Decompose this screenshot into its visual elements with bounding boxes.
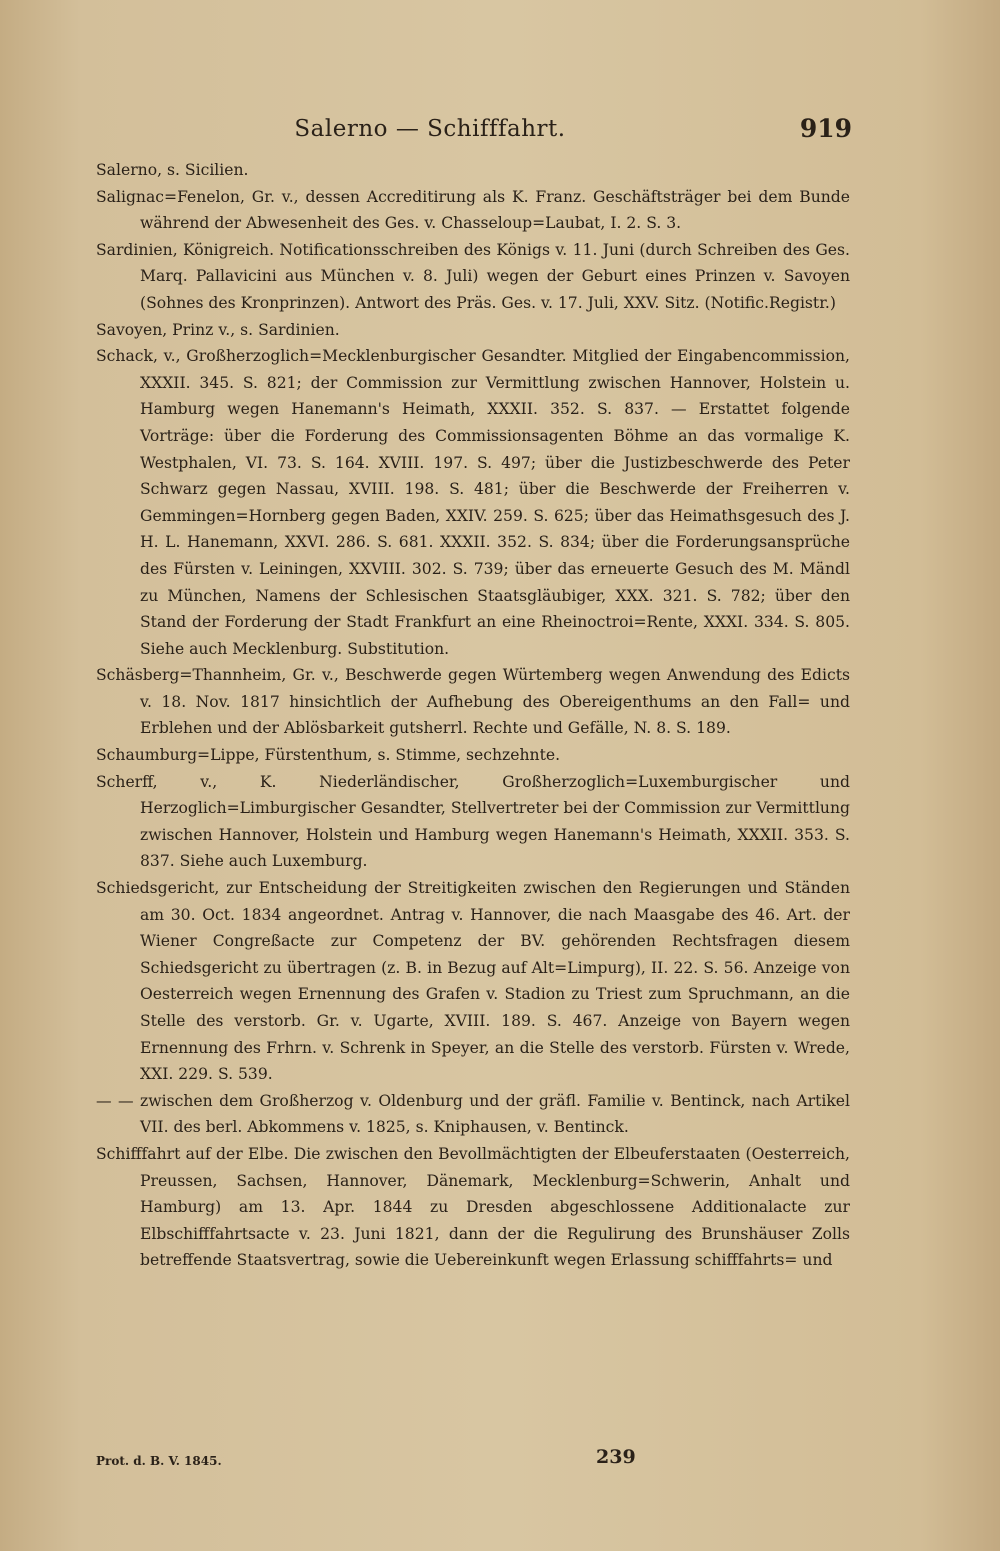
index-entry — [96, 237, 850, 317]
entry-text: Salerno, s. Sicilien. — [96, 161, 249, 179]
signature-mark: 239 — [596, 1446, 636, 1468]
index-entry — [96, 184, 850, 237]
entry-text: Sardinien, Königreich. Notificationsschreiben des Königs v. 11. Juni (durch Schreiben des Ges. Marq. Pallavicini aus München v. 8. Juli) wegen der Geburt eines Prinzen v. Savoyen (Sohnes des Kronprinzen). Antwort des Präs. Ges. v. 17. Juli, XXV. Sitz. (Notific.Registr.) — [96, 240, 850, 312]
index-body — [96, 157, 850, 1274]
page-header — [0, 110, 1000, 150]
entry-text: Schiedsgericht, zur Entscheidung der Streitigkeiten zwischen den Regierungen und Ständen am 30. Oct. 1834 angeordnet. Antrag v. Hannover, die nach Maasgabe des 46. Art. der Wiener Congreßacte zur Competenz der BV. gehörenden Rechtsfragen diesem Schiedsgericht zu übertragen (z. B. in Bezug auf Alt=Limpurg), II. 22. S. 56. Anzeige von Oesterreich wegen Ernennung des Grafen v. Stadion zu Triest zum Spruchmann, an die Stelle des verstorb. Gr. v. Ugarte, XVIII. 189. S. 467. Anzeige von Bayern wegen Ernennung des Frhrn. v. Schrenk in Speyer, an die Stelle des verstorb. Fürsten v. Wrede, XXI. 229. S. 539. — [96, 879, 850, 1084]
page-number: 919 — [799, 114, 852, 143]
entry-text: Schack, v., Großherzoglich=Mecklenburgischer Gesandter. Mitglied der Eingabencommission, XXXII. 345. S. 821; der Commission zur Vermittlung zwischen Hannover, Holstein u. Hamburg wegen Hanemann's Heimath, XXXII. 352. S. 837. — Erstattet folgende Vorträge: über die Forderung des Commissionsagenten Böhme an das vormalige K. Westphalen, VI. 73. S. 164. XVIII. 197. S. 497; über die Justizbeschwerde des Peter Schwarz gegen Nassau, XVIII. 198. S. 481; über die Beschwerde der Freiherren v. Gemmingen=Hornberg gegen Baden, XXIV. 259. S. 625; über das Heimathsgesuch des J. H. L. Hanemann, XXVI. 286. S. 681. XXXII. 352. S. 834; über die Forderungsansprüche des Fürsten v. Leiningen, XXVIII. 302. S. 739; über das erneuerte Gesuch des M. Mändl zu München, Namens der Schlesischen Staatsgläubiger, XXX. 321. S. 782; über den Stand der Forderung der Stadt Frankfurt an eine Rheinoctroi=Rente, XXXI. 334. S. 805. Siehe auch Mecklenburg. Substitution. — [96, 347, 850, 658]
index-entry — [96, 662, 850, 742]
index-entry — [96, 1141, 850, 1274]
index-entry — [96, 317, 850, 344]
entry-text: Savoyen, Prinz v., s. Sardinien. — [96, 320, 340, 339]
index-entry — [96, 1088, 850, 1141]
entry-text: Schäsberg=Thannheim, Gr. v., Beschwerde gegen Würtemberg wegen Anwendung des Edicts v. 18. Nov. 1817 hinsichtlich der Aufhebung des Obereigenthums an den Fall= und Erblehen und der Ablösbarkeit gutsherrl. Rechte und Gefälle, N. 8. S. 189. — [96, 666, 850, 738]
entry-text: Schifffahrt auf der Elbe. Die zwischen den Bevollmächtigten der Elbeuferstaaten (Oesterreich, Preussen, Sachsen, Hannover, Dänemark, Mecklenburg=Schwerin, Anhalt und Hamburg) am 13. Apr. 1844 zu Dresden abgeschlossene Additionalacte zur Elbschifffahrtsacte v. 23. Juni 1821, dann der die Regulirung des Brunshäuser Zolls betreffende Staatsvertrag, sowie die Uebereinkunft wegen Erlassung schifffahrts= und — [96, 1144, 850, 1270]
index-entry — [96, 157, 850, 184]
page-footer — [96, 1446, 850, 1476]
index-entry — [96, 742, 850, 769]
index-entry — [96, 343, 850, 662]
entry-text: Schaumburg=Lippe, Fürstenthum, s. Stimme, sechzehnte. — [96, 746, 561, 765]
entry-text: Scherff, v., K. Niederländischer, Großherzoglich=Luxemburgischer und Herzoglich=Limburgischer Gesandter, Stellvertreter bei der Commission zur Vermittlung zwischen Hannover, Holstein und Hamburg wegen Hanemann's Heimath, XXXII. 353. S. 837. Siehe auch Luxemburg. — [96, 772, 850, 871]
entry-text: Salignac=Fenelon, Gr. v., dessen Accreditirung als K. Franz. Geschäftsträger bei dem Bunde während der Abwesenheit des Ges. v. Chasseloup=Laubat, I. 2. S. 3. — [96, 187, 850, 233]
imprint-line: Prot. d. B. V. 1845. — [96, 1454, 222, 1468]
index-entry — [96, 769, 850, 875]
running-head: Salerno — Schifffahrt. — [294, 116, 566, 142]
entry-text: — — zwischen dem Großherzog v. Oldenburg und der gräfl. Familie v. Bentinck, nach Artikel VII. des berl. Abkommens v. 1825, s. Kniphausen, v. Bentinck. — [96, 1091, 850, 1137]
index-entry — [96, 875, 850, 1088]
